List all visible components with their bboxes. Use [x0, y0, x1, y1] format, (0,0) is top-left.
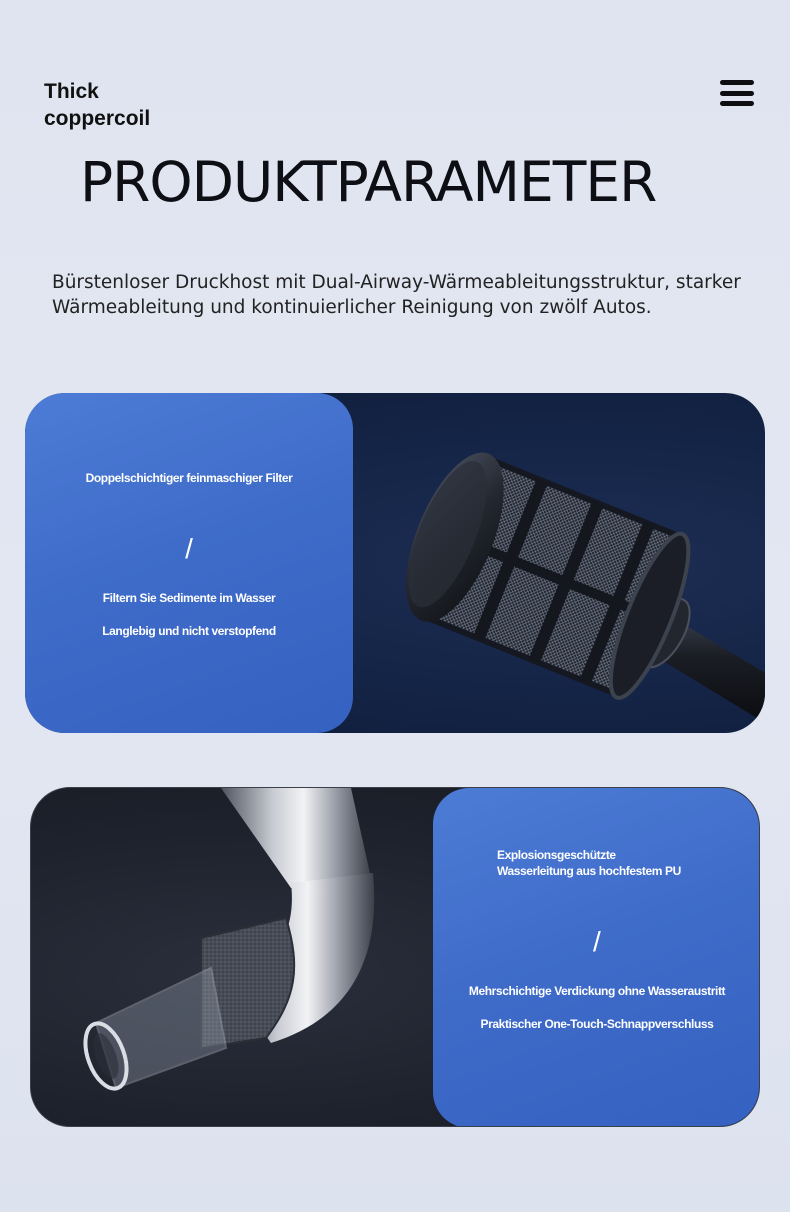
feature-separator: /: [185, 533, 193, 564]
feature-heading-line-2: Wasserleitung aus hochfestem PU: [497, 864, 681, 878]
feature-heading-line-1: Explosionsgeschützte: [497, 848, 616, 862]
menu-bar: [720, 91, 754, 96]
menu-bar: [720, 80, 754, 85]
mesh-filter-illustration: [365, 433, 765, 733]
brand-line-2: coppercoil: [44, 107, 151, 130]
bent-hose-illustration: [51, 788, 431, 1127]
brand-line-1: Thick: [44, 80, 99, 103]
feature-line-1: Filtern Sie Sedimente im Wasser: [102, 591, 276, 605]
page-title: PRODUKTPARAMETER: [80, 150, 657, 214]
hamburger-menu-icon[interactable]: [720, 80, 754, 106]
feature-panel-hose: [433, 788, 760, 1127]
feature-card-hose: [30, 787, 760, 1127]
feature-panel-filter: [25, 393, 353, 733]
feature-line-2: Praktischer One-Touch-Schnappverschluss: [480, 1017, 714, 1031]
feature-line-1: Mehrschichtige Verdickung ohne Wasseraustritt: [468, 984, 726, 998]
feature-card-filter: [25, 393, 765, 733]
intro-text: Bürstenloser Druckhost mit Dual-Airway-Wärmeableitungsstruktur, starker Wärmeableitung und kontinuierlicher Reinigung von zwölf Autos.: [52, 272, 741, 318]
menu-bar: [720, 101, 754, 106]
feature-line-2: Langlebig und nicht verstopfend: [102, 624, 276, 638]
brand-label: [44, 78, 150, 132]
feature-heading: Doppelschichtiger feinmaschiger Filter: [85, 471, 293, 485]
feature-separator: /: [593, 926, 601, 957]
